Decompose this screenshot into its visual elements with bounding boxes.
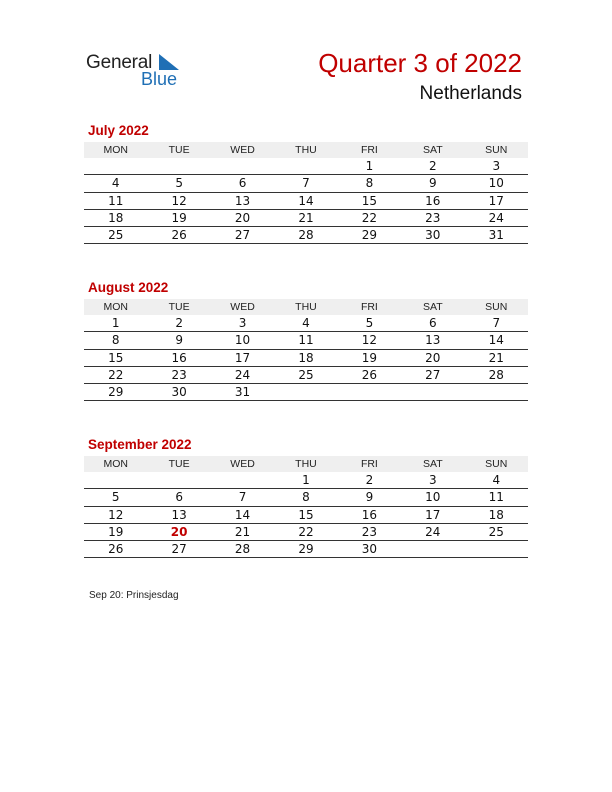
day-cell: 14 [211,506,274,523]
day-cell: 27 [401,366,464,383]
day-cell: 17 [465,192,528,209]
month-block-september [84,436,528,558]
weekday-header: TUE [147,142,210,158]
day-cell: 7 [274,175,337,192]
day-cell: 28 [274,227,337,244]
day-cell: 24 [401,523,464,540]
weekday-header: WED [211,456,274,472]
day-cell [274,384,337,401]
day-cell: 19 [84,523,147,540]
day-cell: 5 [147,175,210,192]
logo [86,52,196,92]
month-title: July 2022 [88,123,149,138]
week-row [84,366,528,383]
day-cell: 29 [338,227,401,244]
week-row [84,523,528,540]
week-row [84,209,528,226]
day-cell: 17 [401,506,464,523]
day-cell: 10 [465,175,528,192]
weekday-header: SUN [465,299,528,315]
week-row [84,175,528,192]
day-cell: 9 [147,332,210,349]
day-cell: 5 [338,315,401,332]
day-cell [274,158,337,175]
day-cell: 14 [274,192,337,209]
day-cell: 9 [338,489,401,506]
day-cell: 16 [401,192,464,209]
holiday-day-cell: 20 [147,523,210,540]
day-cell: 30 [401,227,464,244]
weekday-header: SUN [465,456,528,472]
day-cell: 4 [465,472,528,489]
day-cell: 10 [401,489,464,506]
day-cell: 22 [84,366,147,383]
day-cell: 21 [274,209,337,226]
day-cell [465,541,528,558]
week-row [84,541,528,558]
day-cell: 6 [401,315,464,332]
weekday-header: FRI [338,142,401,158]
weekday-header: FRI [338,456,401,472]
page-title: Quarter 3 of 2022 [318,48,522,78]
day-cell: 11 [84,192,147,209]
day-cell: 21 [465,349,528,366]
day-cell: 25 [274,366,337,383]
day-cell: 9 [401,175,464,192]
day-cell: 19 [147,209,210,226]
day-cell [84,472,147,489]
day-cell: 5 [84,489,147,506]
week-row [84,506,528,523]
week-row [84,384,528,401]
day-cell: 20 [401,349,464,366]
day-cell: 31 [211,384,274,401]
day-cell [147,472,210,489]
day-cell: 15 [84,349,147,366]
day-cell: 25 [84,227,147,244]
weekday-header: MON [84,142,147,158]
day-cell: 30 [147,384,210,401]
day-cell: 27 [147,541,210,558]
day-cell: 26 [147,227,210,244]
day-cell: 24 [465,209,528,226]
day-cell [401,541,464,558]
day-cell: 12 [147,192,210,209]
weekday-header: MON [84,299,147,315]
day-cell: 29 [84,384,147,401]
weekday-header: MON [84,456,147,472]
day-cell: 8 [274,489,337,506]
weekday-header: SAT [401,142,464,158]
day-cell: 23 [401,209,464,226]
day-cell: 20 [211,209,274,226]
weekday-header-row [84,456,528,472]
weekday-header: THU [274,456,337,472]
weekday-header: THU [274,299,337,315]
day-cell: 18 [84,209,147,226]
month-block-august [84,279,528,401]
day-cell: 4 [84,175,147,192]
day-cell: 13 [401,332,464,349]
day-cell: 26 [338,366,401,383]
day-cell: 23 [147,366,210,383]
day-cell: 1 [274,472,337,489]
day-cell [147,158,210,175]
calendar-table [84,299,528,401]
calendar-table [84,456,528,558]
weekday-header: WED [211,142,274,158]
day-cell [401,384,464,401]
weekday-header: SAT [401,299,464,315]
day-cell [211,158,274,175]
day-cell: 18 [274,349,337,366]
day-cell [338,384,401,401]
day-cell: 22 [338,209,401,226]
weekday-header: TUE [147,299,210,315]
weekday-header: FRI [338,299,401,315]
day-cell: 12 [84,506,147,523]
logo-general-text: General [86,52,153,73]
logo-blue-text: Blue [141,69,178,89]
day-cell: 18 [465,506,528,523]
day-cell: 14 [465,332,528,349]
day-cell: 29 [274,541,337,558]
day-cell: 28 [211,541,274,558]
day-cell: 31 [465,227,528,244]
day-cell: 17 [211,349,274,366]
day-cell: 8 [338,175,401,192]
day-cell: 7 [211,489,274,506]
month-title: August 2022 [88,280,169,295]
calendar-table [84,142,528,244]
week-row [84,315,528,332]
day-cell: 11 [465,489,528,506]
day-cell: 4 [274,315,337,332]
day-cell: 2 [147,315,210,332]
day-cell: 27 [211,227,274,244]
day-cell: 11 [274,332,337,349]
day-cell: 12 [338,332,401,349]
day-cell: 6 [211,175,274,192]
day-cell: 24 [211,366,274,383]
day-cell: 7 [465,315,528,332]
logo-flag-icon [159,54,179,70]
month-block-july [84,122,528,244]
weekday-header-row [84,299,528,315]
holiday-note: Sep 20: Prinsjesdag [89,590,179,601]
day-cell: 13 [211,192,274,209]
day-cell: 13 [147,506,210,523]
weekday-header: SAT [401,456,464,472]
country-name: Netherlands [419,83,522,104]
day-cell: 21 [211,523,274,540]
day-cell: 22 [274,523,337,540]
day-cell: 3 [211,315,274,332]
day-cell: 19 [338,349,401,366]
day-cell: 16 [147,349,210,366]
day-cell [84,158,147,175]
day-cell: 1 [84,315,147,332]
weekday-header-row [84,142,528,158]
week-row [84,158,528,175]
weekday-header: SUN [465,142,528,158]
day-cell: 2 [401,158,464,175]
week-row [84,332,528,349]
day-cell: 26 [84,541,147,558]
month-title: September 2022 [88,437,192,452]
day-cell: 30 [338,541,401,558]
weekday-header: TUE [147,456,210,472]
day-cell: 2 [338,472,401,489]
day-cell: 6 [147,489,210,506]
day-cell: 10 [211,332,274,349]
day-cell: 1 [338,158,401,175]
day-cell: 15 [338,192,401,209]
week-row [84,489,528,506]
day-cell [465,384,528,401]
day-cell: 25 [465,523,528,540]
day-cell: 15 [274,506,337,523]
week-row [84,472,528,489]
weekday-header: THU [274,142,337,158]
day-cell: 3 [401,472,464,489]
day-cell: 3 [465,158,528,175]
week-row [84,227,528,244]
week-row [84,192,528,209]
week-row [84,349,528,366]
day-cell: 16 [338,506,401,523]
day-cell: 23 [338,523,401,540]
day-cell: 8 [84,332,147,349]
day-cell: 28 [465,366,528,383]
weekday-header: WED [211,299,274,315]
day-cell [211,472,274,489]
